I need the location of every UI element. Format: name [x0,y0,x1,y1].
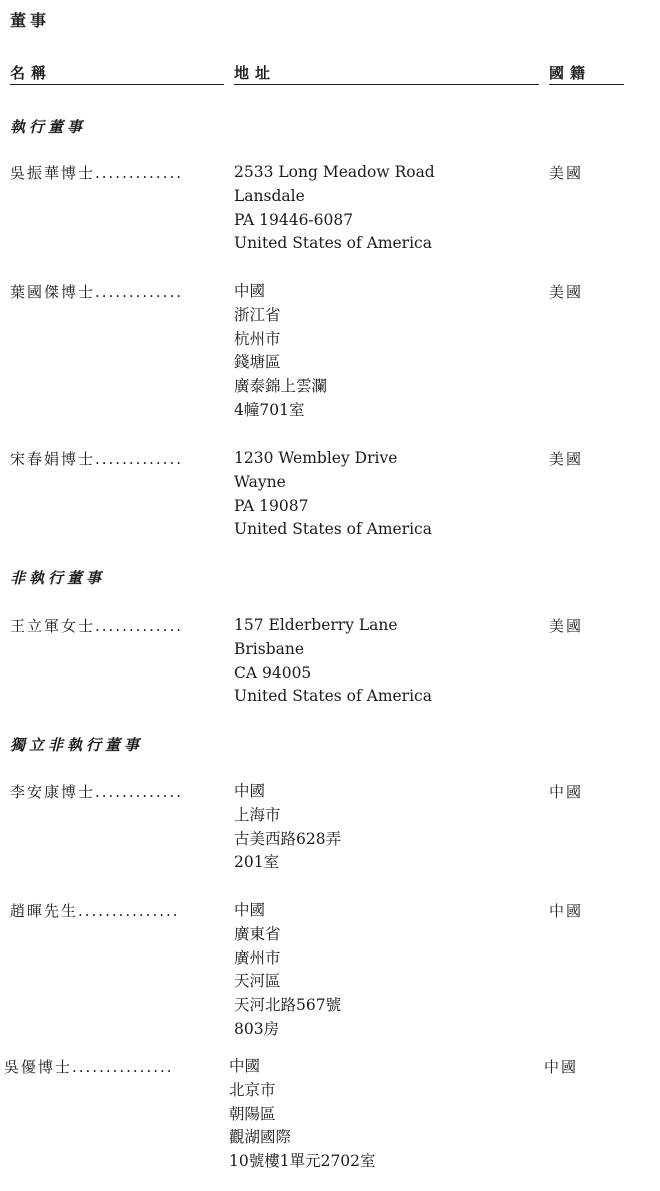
director-name: 王立軍女士............. [10,617,183,635]
address-line: 中國 [234,282,266,300]
address-line: Lansdale [234,186,305,205]
address-line: 廣東省 [234,924,281,943]
address-line: 杭州市 [234,329,281,348]
director-name: 宋春娟博士............. [10,450,183,468]
director-nationality: 中國 [549,902,584,920]
address-line: 錢塘區 [234,353,281,372]
column-header-address: 地址 [234,64,277,82]
address-line: United States of America [234,520,432,539]
director-nationality: 美國 [549,283,584,301]
director-name: 吳振華博士............. [10,164,183,182]
address-line: 803房 [234,1019,280,1038]
address-line: 上海市 [234,805,281,824]
column-header-nationality: 國籍 [549,64,592,82]
address-line: 2533 Long Meadow Road [234,163,435,181]
section-title: 董事 [10,11,51,30]
address-line: 廣泰錦上雲瀾 [234,377,328,396]
address-line: 201室 [234,853,280,872]
address-line: Brisbane [234,639,305,658]
address-line: 浙江省 [234,305,281,324]
director-address [234,899,534,1042]
column-rule-nationality [549,84,624,85]
director-nationality: 美國 [549,617,584,635]
director-address [234,614,534,709]
address-line: United States of America [234,234,432,253]
address-line: 中國 [234,782,266,800]
category-executive-directors: 執行董事 [10,118,87,136]
director-address [234,161,534,256]
address-line: 中國 [234,901,266,919]
address-line: 古美西路628弄 [234,829,342,848]
address-line: 157 Elderberry Lane [234,616,398,634]
director-name: 趙暉先生............... [10,902,180,920]
address-line: 朝陽區 [229,1104,276,1123]
address-line: 天河區 [234,972,281,991]
address-line: 天河北路567號 [234,996,342,1015]
address-line: Wayne [234,472,286,491]
address-line: PA 19087 [234,496,309,515]
director-name: 李安康博士............. [10,783,183,801]
address-line: CA 94005 [234,663,312,682]
category-independent-non-executive-directors: 獨立非執行董事 [10,736,144,754]
column-header-name: 名稱 [10,64,53,82]
director-nationality: 中國 [549,783,584,801]
address-line: 廣州市 [234,948,281,967]
director-address [229,1055,529,1174]
column-rule-name [10,84,224,85]
director-nationality: 中國 [544,1058,579,1076]
director-address [234,780,534,875]
director-address [234,447,534,542]
director-name: 葉國傑博士............. [10,283,183,301]
address-line: 觀湖國際 [229,1128,292,1147]
director-nationality: 美國 [549,164,584,182]
address-line: 中國 [229,1057,261,1075]
address-line: PA 19446-6087 [234,210,354,229]
category-non-executive-directors: 非執行董事 [10,569,106,587]
address-line: 北京市 [229,1080,276,1099]
address-line: 4幢701室 [234,400,305,419]
address-line: 10號樓1單元2702室 [229,1152,376,1171]
director-address [234,280,534,423]
director-name: 吳優博士............... [4,1058,174,1076]
column-rule-address [234,84,539,85]
director-nationality: 美國 [549,450,584,468]
address-line: 1230 Wembley Drive [234,449,398,467]
address-line: United States of America [234,687,432,706]
